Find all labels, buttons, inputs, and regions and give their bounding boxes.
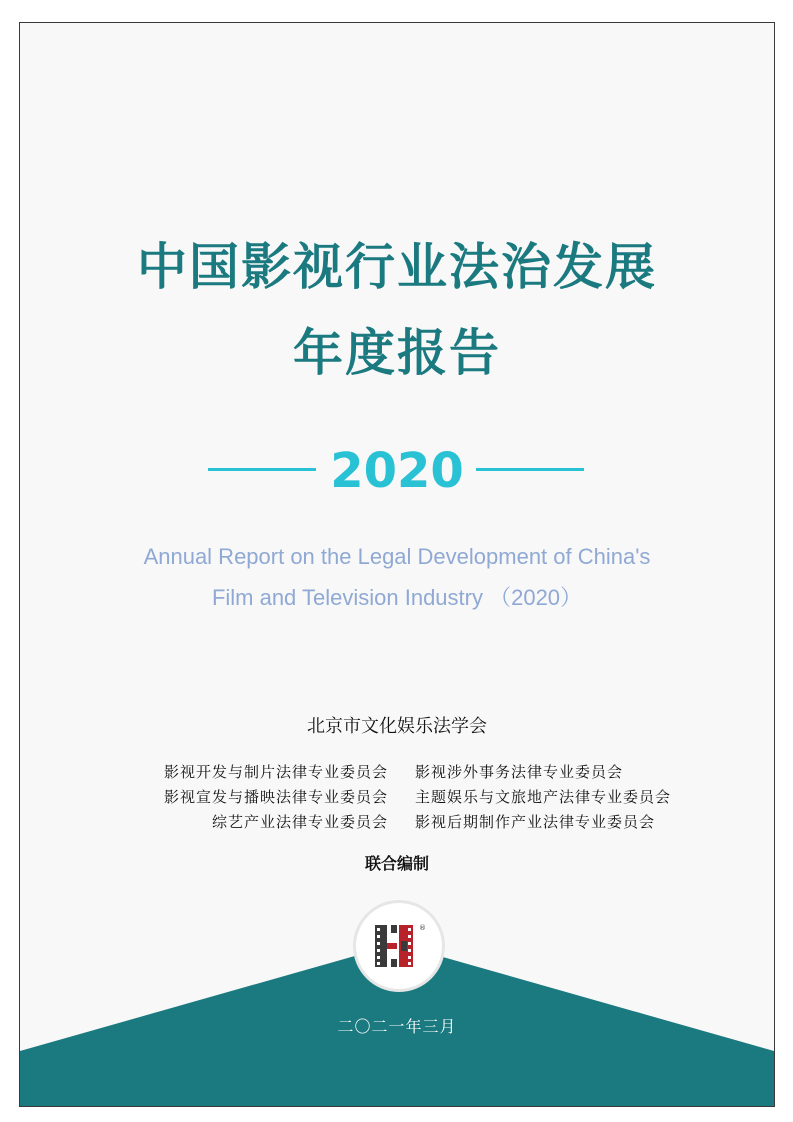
publication-date: 二〇二一年三月 bbox=[337, 1017, 457, 1036]
report-title-line-1: 中国影视行业法治发展 bbox=[137, 238, 657, 296]
film-strip-logo-icon bbox=[373, 921, 425, 971]
english-title-line-1: Annual Report on the Legal Development of China's bbox=[143, 544, 651, 569]
joint-compilation-label: 联合编制 bbox=[364, 854, 429, 873]
report-title-line-2: 年度报告 bbox=[293, 324, 501, 382]
committee-item: 主题娱乐与文旅地产法律专业委员会 bbox=[415, 788, 672, 806]
report-year: 2020 bbox=[330, 443, 464, 499]
logo-badge bbox=[356, 903, 442, 989]
year-divider-right bbox=[476, 468, 584, 471]
year-row bbox=[20, 443, 774, 503]
registered-mark: ® bbox=[419, 924, 426, 932]
committee-item: 影视涉外事务法律专业委员会 bbox=[415, 763, 624, 781]
report-cover bbox=[19, 22, 775, 1107]
committee-item: 影视宣发与播映法律专业委员会 bbox=[163, 788, 388, 806]
english-title-line-2: Film and Television Industry （2020） bbox=[211, 585, 583, 610]
committee-list-left bbox=[164, 760, 388, 835]
committee-item: 影视后期制作产业法律专业委员会 bbox=[415, 813, 656, 831]
committee-list-right bbox=[415, 760, 671, 835]
committee-item: 综艺产业法律专业委员会 bbox=[211, 813, 388, 831]
organization-name: 北京市文化娱乐法学会 bbox=[307, 716, 487, 737]
committee-item: 影视开发与制片法律专业委员会 bbox=[163, 763, 388, 781]
